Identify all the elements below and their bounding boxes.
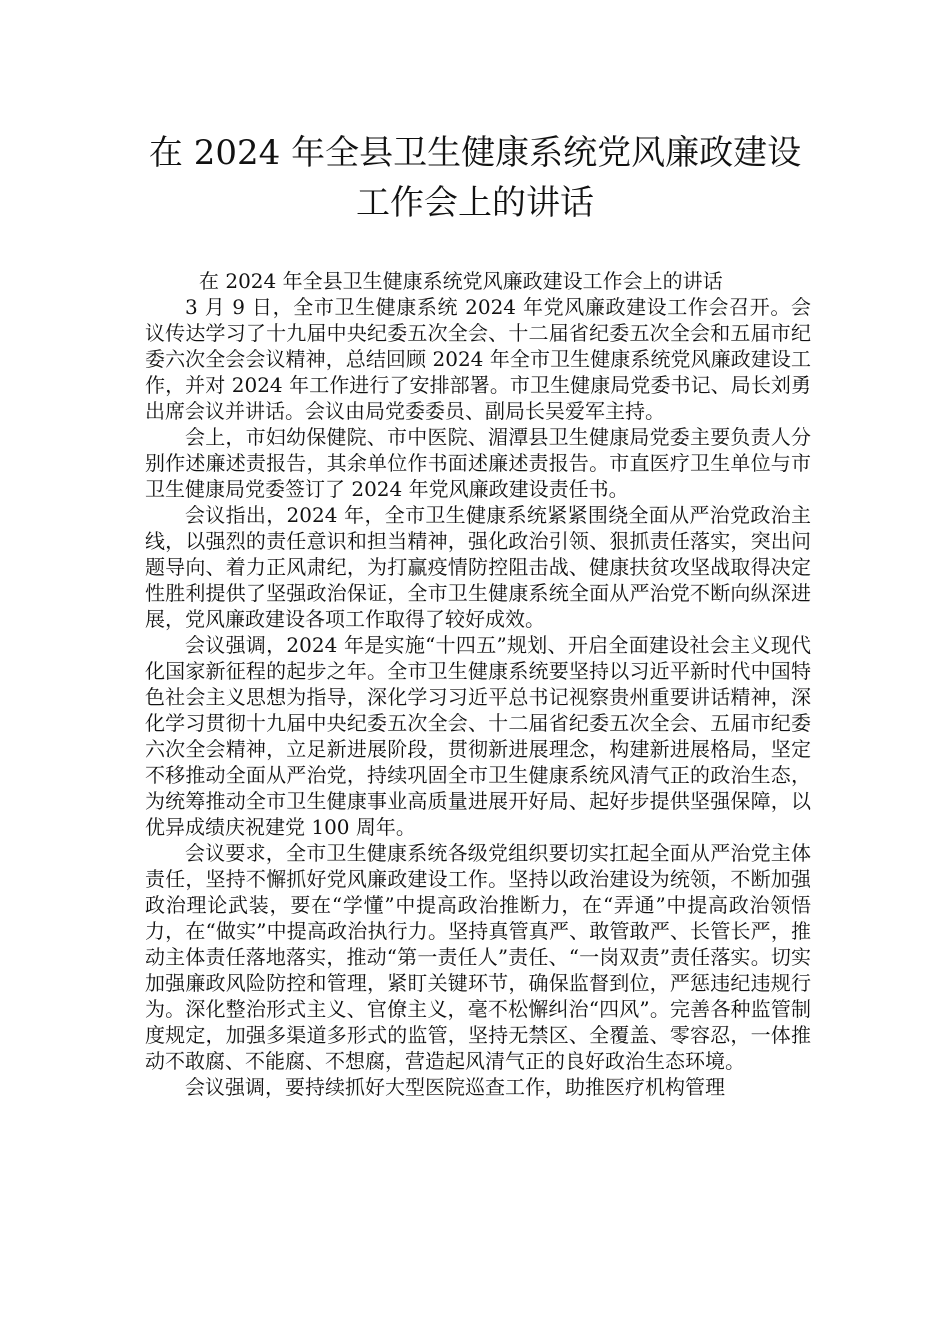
document-body <box>145 268 811 1100</box>
title-line-1: 在 2024 年全县卫生健康系统党风廉政建设 <box>148 133 802 173</box>
paragraph-meeting-emphasized: 会议强调，2024 年是实施“十四五”规划、开启全面建设社会主义现代化国家新征程的起步之年。全市卫生健康系统要坚持以习近平新时代中国特色社会主义思想为指导，深化学习习近平总书记视察贵州重要讲话精神，深化学习贯彻十九届中央纪委五次全会、十二届省纪委五次全会、五届市纪委六次全会精神，立足新进展阶段，贯彻新进展理念，构建新进展格局，坚定不移推动全面从严治党，持续巩固全市卫生健康系统风清气正的政治生态，为统筹推动全市卫生健康事业高质量进展开好局、起好步提供坚强保障，以优异成绩庆祝建党 100 周年。 <box>145 633 811 839</box>
body-subtitle: 在 2024 年全县卫生健康系统党风廉政建设工作会上的讲话 <box>199 269 723 293</box>
paragraph-hospital-inspection: 会议强调，要持续抓好大型医院巡查工作，助推医疗机构管理 <box>185 1075 725 1099</box>
document-title <box>100 128 850 228</box>
paragraph-meeting-intro: 3 月 9 日，全市卫生健康系统 2024 年党风廉政建设工作会召开。会议传达学习了十九届中央纪委五次全会、十二届省纪委五次全会和五届市纪委六次全会会议精神，总结回顾 2024 年全市卫生健康系统党风廉政建设工作，并对 2024 年工作进行了安排部署。市卫生健康局党委书记、局长刘勇出席会议并讲话。会议由局党委委员、副局长吴爱军主持。 <box>145 295 811 423</box>
paragraph-meeting-requirements: 会议要求，全市卫生健康系统各级党组织要切实扛起全面从严治党主体责任，坚持不懈抓好党风廉政建设工作。坚持以政治建设为统领，不断加强政治理论武装，要在“学懂”中提高政治推断力，在“弄通”中提高政治领悟力，在“做实”中提高政治执行力。坚持真管真严、敢管敢严、长管长严，推动主体责任落地落实，推动“第一责任人”责任、“一岗双责”责任落实。切实加强廉政风险防控和管理，紧盯关键环节，确保监督到位，严惩违纪违规行为。深化整治形式主义、官僚主义，毫不松懈纠治“四风”。完善各种监管制度规定，加强多渠道多形式的监管，坚持无禁区、全覆盖、零容忍，一体推动不敢腐、不能腐、不想腐，营造起风清气正的良好政治生态环境。 <box>145 841 811 1073</box>
paragraph-meeting-pointed-out: 会议指出，2024 年，全市卫生健康系统紧紧围绕全面从严治党政治主线，以强烈的责任意识和担当精神，强化政治引领、狠抓责任落实，突出问题导向、着力正风肃纪，为打赢疫情防控阻击战、健康扶贫攻坚战取得决定性胜利提供了坚强政治保证，全市卫生健康系统全面从严治党不断向纵深进展，党风廉政建设各项工作取得了较好成效。 <box>145 503 811 631</box>
title-line-2: 工作会上的讲话 <box>356 183 594 223</box>
paragraph-reports: 会上，市妇幼保健院、市中医院、湄潭县卫生健康局党委主要负责人分别作述廉述责报告，其余单位作书面述廉述责报告。市直医疗卫生单位与市卫生健康局党委签订了 2024 年党风廉政建设责任书。 <box>145 425 811 501</box>
